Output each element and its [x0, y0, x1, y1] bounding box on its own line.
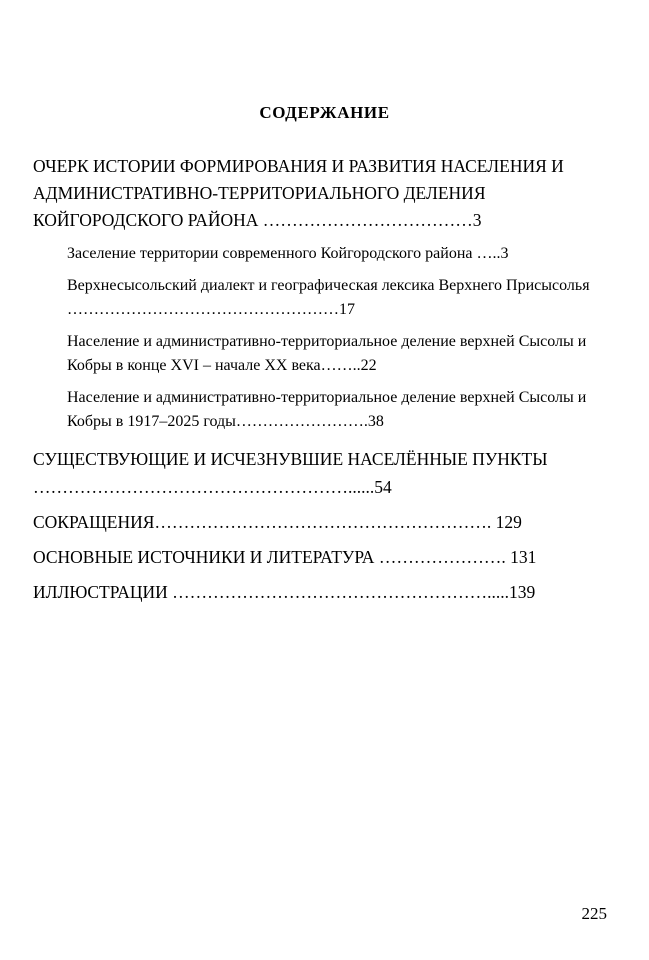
toc-entry-text: Верхнесысольский диалект и географическая лексика Верхнего Присысолья ……………………………………………17 [67, 277, 590, 319]
toc-entry-text: Заселение территории современного Койгородского района …..3 [67, 245, 509, 263]
toc-entry[interactable] [33, 153, 614, 234]
toc-entry[interactable] [33, 544, 614, 571]
toc-entry-text: СУЩЕСТВУЮЩИЕ И ИСЧЕЗНУВШИЕ НАСЕЛЁННЫЕ ПУНКТЫ ………………………………………………......54 [33, 449, 548, 497]
toc-entry[interactable] [33, 242, 614, 266]
toc-entry-text: ОЧЕРК ИСТОРИИ ФОРМИРОВАНИЯ И РАЗВИТИЯ НАСЕЛЕНИЯ И АДМИНИСТРАТИВНО-ТЕРРИТОРИАЛЬНОГО ДЕЛЕНИЯ КОЙГОРОДСКОГО РАЙОНА ………………………………3 [33, 156, 564, 231]
toc-entry-text: ОСНОВНЫЕ ИСТОЧНИКИ И ЛИТЕРАТУРА …………………. 131 [33, 546, 537, 567]
toc-entry[interactable] [33, 509, 614, 536]
page-number: 225 [581, 904, 607, 923]
toc-entry-text: ИЛЛЮСТРАЦИИ ……………………………………………….....139 [33, 581, 536, 602]
table-of-contents [0, 153, 649, 606]
toc-entry[interactable] [33, 330, 614, 378]
toc-entry-text: Население и административно-территориальное деление верхней Сысолы и Кобры в 1917–2025 годы…………………….38 [67, 389, 587, 431]
toc-entry[interactable] [33, 579, 614, 606]
toc-entry[interactable] [33, 386, 614, 434]
page-title: СОДЕРЖАНИЕ [259, 103, 390, 122]
toc-entry-text: Население и административно-территориальное деление верхней Сысолы и Кобры в конце XVI – начале XX века……..22 [67, 333, 587, 375]
toc-entry[interactable] [33, 446, 614, 500]
toc-entry[interactable] [33, 274, 614, 322]
toc-entry-text: СОКРАЩЕНИЯ…………………………………………………. 129 [33, 511, 522, 532]
